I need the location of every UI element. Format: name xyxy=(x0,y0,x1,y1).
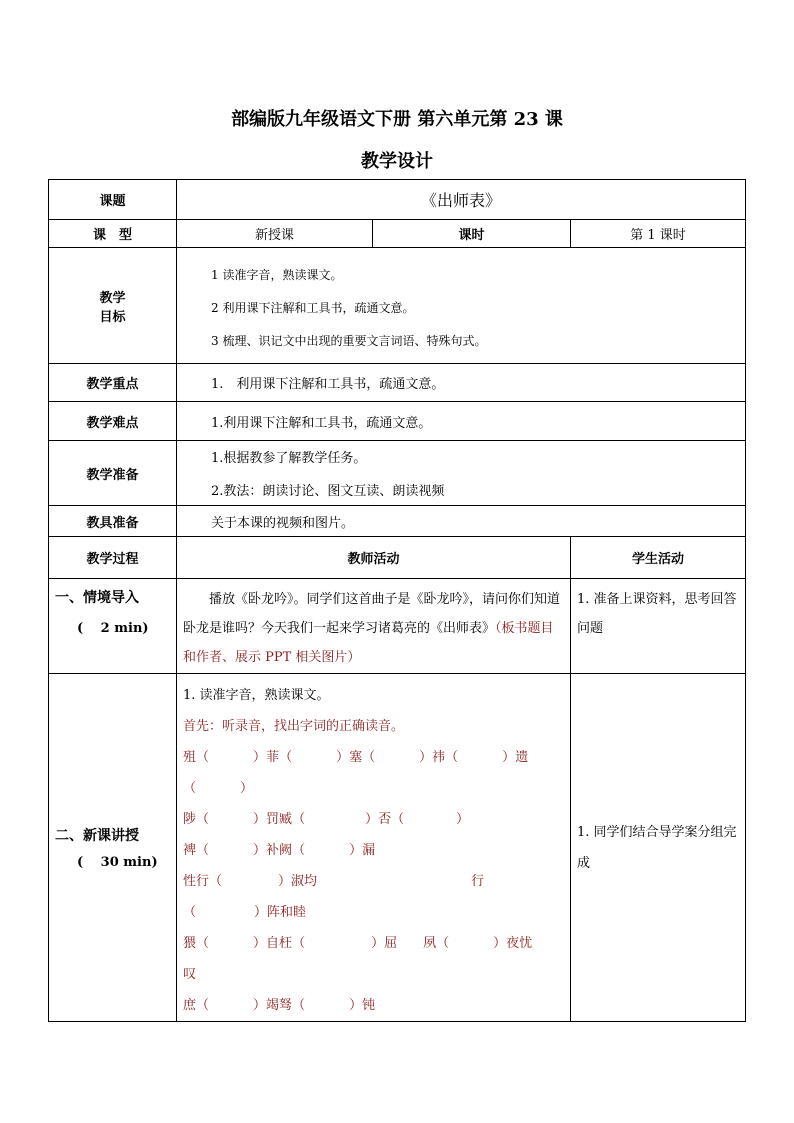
step1-title: 一、情境导入 xyxy=(55,590,139,606)
step2-line1: 1. 读准字音，熟读课文。 xyxy=(183,688,330,703)
tools-value: 关于本课的视频和图片。 xyxy=(177,506,746,537)
goals-label-line1: 教学 xyxy=(99,290,126,306)
step2-title: 二、新课讲授 xyxy=(55,828,139,844)
step1-label-cell xyxy=(49,579,177,674)
glyph: 罚臧 xyxy=(266,812,293,827)
pronunciation-row: 性行（ ）淑均 行 xyxy=(183,874,485,889)
step2-line2: 首先：听录音，找出字词的正确读音。 xyxy=(183,719,405,734)
step1-teacher-note: （板书题目和作者、展示 PPT 相关图片） xyxy=(183,621,554,665)
topic-value: 《出师表》 xyxy=(177,180,746,220)
prep-item: 2.教法：朗读讨论、图文互读、朗读视频 xyxy=(211,484,445,499)
document-subtitle: 教学设计 xyxy=(361,151,433,172)
glyph: 陟 xyxy=(183,812,197,827)
step1-teacher-text: 播放《卧龙吟》。同学们这首曲子是《卧龙吟》，请问你们知道卧龙是谁吗？今天我们一起来学习诸葛亮的《出师表》 xyxy=(183,592,561,636)
glyph: 性行 xyxy=(183,874,210,889)
pronunciation-row xyxy=(183,959,564,990)
type-label: 课 型 xyxy=(49,220,177,248)
glyph: 漏 xyxy=(362,843,376,858)
glyph: 钝 xyxy=(362,998,376,1013)
prep-cell xyxy=(177,441,746,506)
glyph: 叹 xyxy=(183,967,197,982)
glyph: 塞 xyxy=(349,750,363,765)
topic-label: 课题 xyxy=(49,180,177,220)
student-activity-header: 学生活动 xyxy=(571,537,746,579)
step1-time: ( 2 min) xyxy=(77,621,149,636)
key-label: 教学重点 xyxy=(49,364,177,402)
goal-item: 3 梳理、识记文中出现的重要文言词语、特殊句式。 xyxy=(211,334,487,348)
glyph: 祎 xyxy=(432,750,446,765)
glyph: 夙 xyxy=(423,936,437,951)
tools-label: 教具准备 xyxy=(49,506,177,537)
process-header: 教学过程 xyxy=(49,537,177,579)
glyph: 菲 xyxy=(266,750,280,765)
glyph: 行 xyxy=(471,874,485,889)
glyph: 淑均 xyxy=(291,874,318,889)
lesson-plan-table xyxy=(48,179,746,1022)
document-title: 部编版九年级语文下册 第六单元第 23 课 xyxy=(231,109,563,130)
pronunciation-row: 猥（ ）自枉（ ）屈 夙（ ）夜忧 xyxy=(183,936,533,951)
pronunciation-row: （ ）阵和睦 xyxy=(183,905,307,920)
pronunciation-row: 庶（ ）竭驽（ ）钝 xyxy=(183,998,376,1013)
goals-label-line2: 目标 xyxy=(99,309,126,325)
glyph: 庶 xyxy=(183,998,197,1013)
glyph: 遗 xyxy=(515,750,529,765)
glyph: 否 xyxy=(378,812,392,827)
glyph: 阵和睦 xyxy=(267,905,307,920)
glyph: 补阙 xyxy=(266,843,293,858)
difficulty-value: 1.利用课下注解和工具书，疏通文意。 xyxy=(177,402,746,441)
period-value: 第 1 课时 xyxy=(571,220,746,248)
pronunciation-row: 裨（ ）补阙（ ）漏 xyxy=(183,843,376,858)
pronunciation-row: 陟（ ）罚臧（ ）否（ ） xyxy=(183,812,470,827)
teacher-activity-header: 教师活动 xyxy=(177,537,571,579)
step1-teacher-cell xyxy=(177,579,571,674)
goals-cell xyxy=(177,248,746,364)
difficulty-label: 教学难点 xyxy=(49,402,177,441)
glyph: 猥 xyxy=(183,936,197,951)
glyph: 自枉 xyxy=(266,936,293,951)
glyph: 夜忧 xyxy=(506,936,533,951)
step2-label-cell xyxy=(49,674,177,1022)
glyph: 殂 xyxy=(183,750,197,765)
step2-time: ( 30 min) xyxy=(77,855,158,870)
step1-student-cell: 1. 准备上课资料，思考回答问题 xyxy=(571,579,746,674)
period-label: 课时 xyxy=(373,220,571,248)
glyph: 裨 xyxy=(183,843,197,858)
pronunciation-row: （ ） xyxy=(183,781,254,796)
prep-label: 教学准备 xyxy=(49,441,177,506)
pronunciation-row: 殂（ ）菲（ ）塞（ ）祎（ ）遗 xyxy=(183,750,529,765)
step2-student-cell: 1. 同学们结合导学案分组完成 xyxy=(571,674,746,1022)
step2-teacher-cell xyxy=(177,674,571,1022)
goal-item: 2 利用课下注解和工具书，疏通文意。 xyxy=(211,301,415,315)
prep-item: 1.根据教参了解教学任务。 xyxy=(211,451,367,466)
goal-item: 1 读准字音，熟读课文。 xyxy=(211,268,343,282)
glyph: 屈 xyxy=(384,936,398,951)
key-value: 1. 利用课下注解和工具书，疏通文意。 xyxy=(177,364,746,402)
goals-label xyxy=(49,248,177,364)
type-value: 新授课 xyxy=(177,220,373,248)
glyph: 竭驽 xyxy=(266,998,293,1013)
